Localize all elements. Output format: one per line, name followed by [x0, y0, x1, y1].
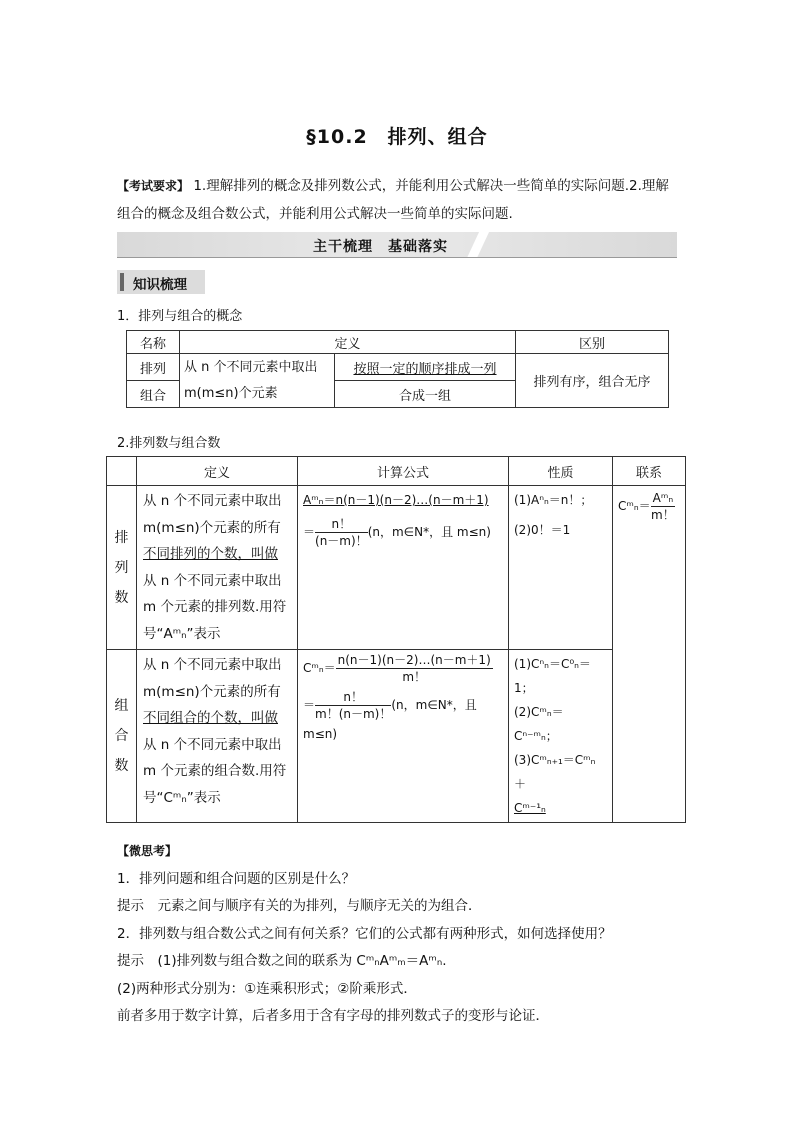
page-title: §10.2 排列、组合 — [306, 126, 488, 148]
perm-formula-tail: (n，m∈N*，且 m≤n) — [367, 525, 491, 539]
difference-text: 排列有序，组合无序 — [516, 354, 669, 408]
comb-prop1: (1)Cⁿₙ＝C⁰ₙ＝1； — [514, 657, 591, 695]
perm-def-line: 号“Aᵐₙ”表示 — [143, 625, 221, 642]
common-def-line2: m(m≤n)个元素 — [184, 385, 278, 401]
comb-frac1-den: m！ — [402, 670, 427, 684]
think-a4: 前者多用于数字计算，后者多用于含有字母的排列数式子的变形与论证． — [117, 1008, 549, 1024]
think-a3: (2)两种形式分别为：①连乘积形式；②阶乘形式． — [117, 980, 417, 997]
comb-label-2: 合 — [114, 728, 129, 744]
perm-def-line: m(m≤n)个元素的所有 — [143, 519, 281, 536]
comb-def-line: m 个元素的组合数.用符 — [143, 763, 287, 779]
header-name: 名称 — [127, 331, 180, 354]
comb-formula-product — [303, 652, 503, 685]
knowledge-box — [117, 270, 205, 294]
comb-frac1-num: n(n－1)(n－2)…(n－m＋1) — [337, 653, 491, 667]
requirements-line1: 1.理解排列的概念及排列数公式，并能利用公式解决一些简单的实际问题.2.理解 — [193, 178, 669, 194]
think-q2: 2．排列数与组合数公式之间有何关系？它们的公式都有两种形式，如何选择使用？ — [117, 925, 612, 942]
think-a2: 提示 (1)排列数与组合数之间的联系为 CᵐₙAᵐₘ＝Aᵐₙ. — [117, 953, 447, 969]
perm-def-line: 从 n 个不同元素中取出 — [143, 572, 282, 589]
perm-def-line: 从 n 个不同元素中取出 — [143, 493, 282, 509]
comb-label-3: 数 — [114, 758, 129, 774]
comb-def-line: m(m≤n)个元素的所有 — [143, 683, 281, 700]
comb-formula-lhs: Cᵐₙ＝ — [303, 661, 336, 675]
perm-prop1: (1)Aⁿₙ＝n！； — [514, 493, 593, 507]
comb-formula-factorial: ＝ $\frac{n!}{m!(n-m)!}$ (n，m∈N*，且 — [303, 690, 477, 721]
perm-properties — [509, 486, 613, 650]
count-table — [106, 456, 686, 823]
header-formula: 计算公式 — [298, 457, 509, 486]
perm-formula — [298, 486, 509, 650]
header-def: 定义 — [137, 457, 298, 486]
think-tag: 【微思考】 — [117, 844, 178, 858]
perm-definition — [137, 486, 298, 650]
perm-formula-factorial: ＝ $\frac{n!}{(n-m)!}$ (n，m∈N*，且 m≤n) — [303, 517, 491, 548]
relation-num: Aᵐₙ — [652, 491, 674, 505]
comb-prop3: (3)Cᵐₙ₊₁＝Cᵐₙ＋ — [514, 753, 596, 791]
section1-heading: 1．排列与组合的概念 — [117, 309, 243, 324]
requirements-tag: 【考试要求】 — [117, 179, 190, 193]
section-banner — [117, 232, 677, 258]
comb-prop3b: Cᵐ⁻¹ₙ — [514, 801, 546, 815]
comb-prop2: (2)Cᵐₙ＝Cⁿ⁻ᵐₙ； — [514, 705, 564, 743]
header-difference: 区别 — [516, 331, 669, 354]
comb-properties — [509, 650, 613, 823]
requirements-line2: 组合的概念及组合数公式，并能利用公式解决一些简单的实际问题. — [117, 206, 513, 222]
comb-def-line: 不同组合的个数，叫做 — [143, 710, 278, 726]
comb-def-line: 号“Cᵐₙ”表示 — [143, 789, 221, 806]
exam-requirements — [117, 172, 679, 228]
common-def-line1: 从 n 个不同元素中取出 — [184, 359, 318, 375]
comb-label — [107, 650, 137, 823]
comb-def-line: 从 n 个不同元素中取出 — [143, 657, 282, 673]
comb-formula-tail: (n，m∈N*，且 — [391, 698, 477, 712]
perm-label — [107, 486, 137, 650]
knowledge-box-label: 知识梳理 — [133, 277, 187, 293]
perm-def-line: m 个元素的排列数.用符 — [143, 599, 287, 615]
common-definition — [180, 354, 335, 408]
think-a1: 提示 元素之间与顺序有关的为排列，与顺序无关的为组合． — [117, 898, 482, 914]
banner-text: 主干梳理 基础落实 — [313, 239, 448, 255]
comb-frac2-den: m！(n－m)！ — [315, 707, 392, 721]
comb-label-1: 组 — [114, 698, 129, 714]
perm-label-1: 排 — [114, 529, 129, 546]
perm-definition-rest: 按照一定的顺序排成一列 — [335, 354, 516, 381]
header-relation: 联系 — [613, 457, 686, 486]
comb-def-line: 从 n 个不同元素中取出 — [143, 736, 282, 753]
header-property: 性质 — [509, 457, 613, 486]
perm-formula-product: Aᵐₙ＝n(n－1)(n－2)…(n－m＋1) — [303, 493, 489, 507]
row-comb-name: 组合 — [127, 381, 180, 408]
comb-definition — [137, 650, 298, 823]
relation-lhs: Cᵐₙ＝ — [618, 499, 651, 513]
perm-label-3: 数 — [114, 589, 129, 606]
think-section — [117, 838, 687, 1031]
concept-table — [126, 330, 669, 408]
comb-formula — [298, 650, 509, 823]
perm-label-2: 列 — [114, 559, 129, 576]
row-perm-name: 排列 — [127, 354, 180, 381]
header-blank — [107, 457, 137, 486]
comb-formula-tail2: m≤n) — [303, 727, 338, 741]
perm-frac-den: (n－m)！ — [315, 534, 368, 548]
perm-prop2: (2)0！＝1 — [514, 523, 571, 537]
think-q1: 1．排列问题和组合问题的区别是什么？ — [117, 870, 356, 887]
relation-den: m！ — [651, 508, 675, 522]
relation — [613, 486, 686, 823]
perm-def-line: 不同排列的个数，叫做 — [143, 546, 278, 562]
header-definition: 定义 — [180, 331, 516, 354]
comb-frac2-num: n！ — [315, 689, 391, 706]
perm-frac-num: n！ — [315, 516, 368, 533]
section2-heading: 2.排列数与组合数 — [117, 436, 221, 451]
comb-definition-rest: 合成一组 — [335, 381, 516, 408]
